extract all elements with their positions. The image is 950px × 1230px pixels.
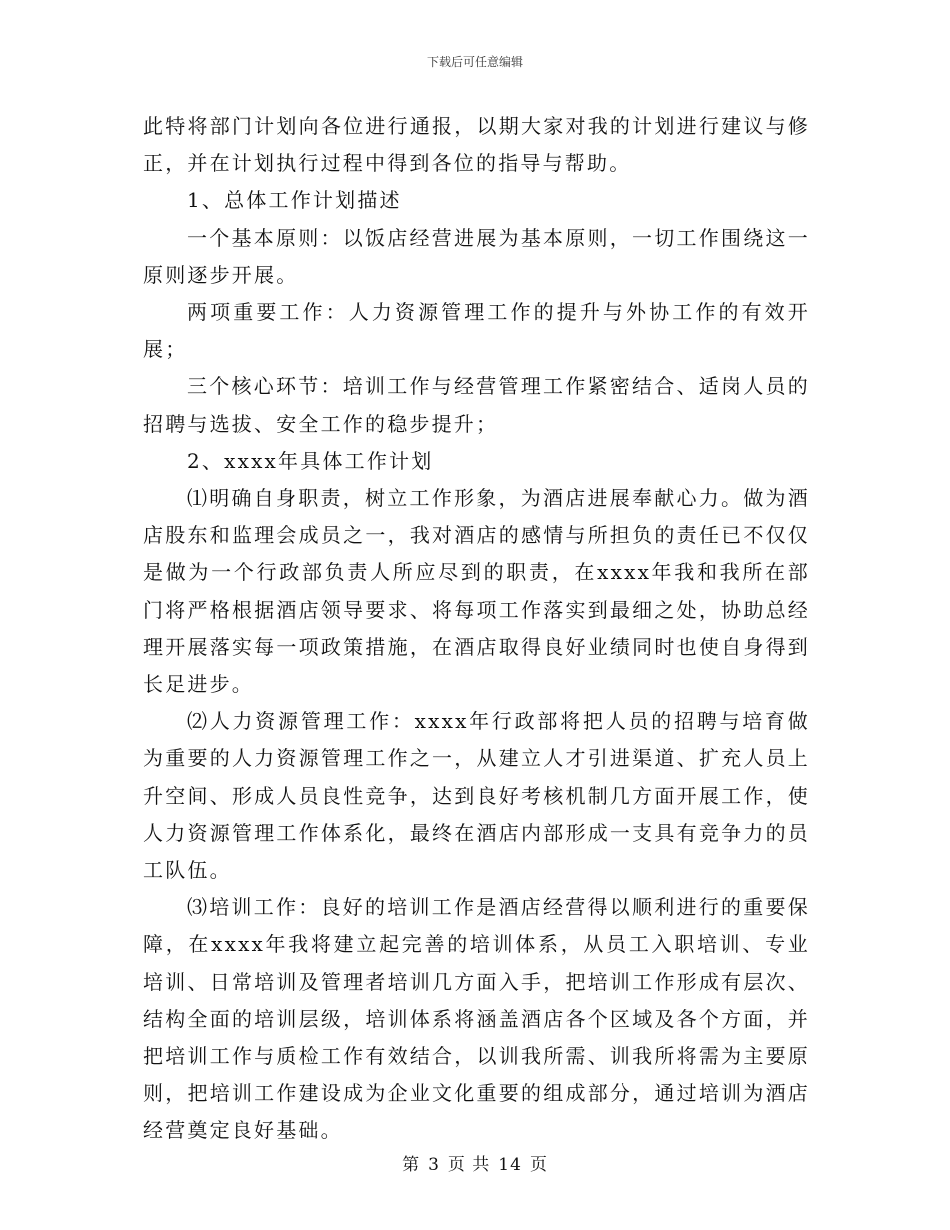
section-heading-2: 2、xxxx年具体工作计划	[187, 448, 434, 473]
current-page-number: 3	[428, 1155, 440, 1175]
paragraph-intro-continued: 此特将部门计划向各位进行通报，以期大家对我的计划进行建议与修正，并在计划执行过程中得到各位的指导与帮助。	[143, 114, 810, 176]
paragraph-basic-principle: 一个基本原则：以饭店经营进展为基本原则，一切工作围绕这一原则逐步开展。	[143, 225, 810, 287]
footer-middle: 页 共	[447, 1155, 491, 1175]
page-footer	[0, 1154, 950, 1176]
page-header: 下载后可任意编辑	[426, 55, 523, 69]
paragraph-item-3-training: ⑶培训工作：良好的培训工作是酒店经营得以顺利进行的重要保障，在xxxx年我将建立起完善的培训体系，从员工入职培训、专业培训、日常培训及管理者培训几方面入手，把培训工作形成有层次、结构全面的培训层级，培训体系将涵盖酒店各个区域及各个方面，并把培训工作与质检工作有效结合，以训我所需、训我所将需为主要原则，把培训工作建设成为企业文化重要的组成部分，通过培训为酒店经营奠定良好基础。	[143, 895, 810, 1143]
footer-suffix: 页	[529, 1155, 548, 1175]
paragraph-item-2-hr-management: ⑵人力资源管理工作：xxxx年行政部将把人员的招聘与培育做为重要的人力资源管理工作之一，从建立人才引进渠道、扩充人员上升空间、形成人员良性竞争，达到良好考核机制几方面开展工作，使人力资源管理工作体系化，最终在酒店内部形成一支具有竞争力的员工队伍。	[143, 709, 810, 883]
paragraph-two-key-tasks: 两项重要工作：人力资源管理工作的提升与外协工作的有效开展；	[143, 300, 810, 362]
section-heading-1: 1、总体工作计划描述	[187, 188, 402, 213]
document-body	[143, 108, 810, 1150]
total-page-count: 14	[498, 1155, 522, 1175]
footer-prefix: 第	[402, 1155, 421, 1175]
paragraph-item-1-responsibility: ⑴明确自身职责，树立工作形象，为酒店进展奉献心力。做为酒店股东和监理会成员之一，我对酒店的感情与所担负的责任已不仅仅是做为一个行政部负责人所应尽到的职责，在xxxx年我和我所在部门将严格根据酒店领导要求、将每项工作落实到最细之处，协助总经理开展落实每一项政策措施，在酒店取得良好业绩同时也使自身得到长足进步。	[143, 486, 810, 697]
paragraph-three-core-links: 三个核心环节：培训工作与经营管理工作紧密结合、适岗人员的招聘与选拔、安全工作的稳步提升；	[143, 374, 810, 436]
